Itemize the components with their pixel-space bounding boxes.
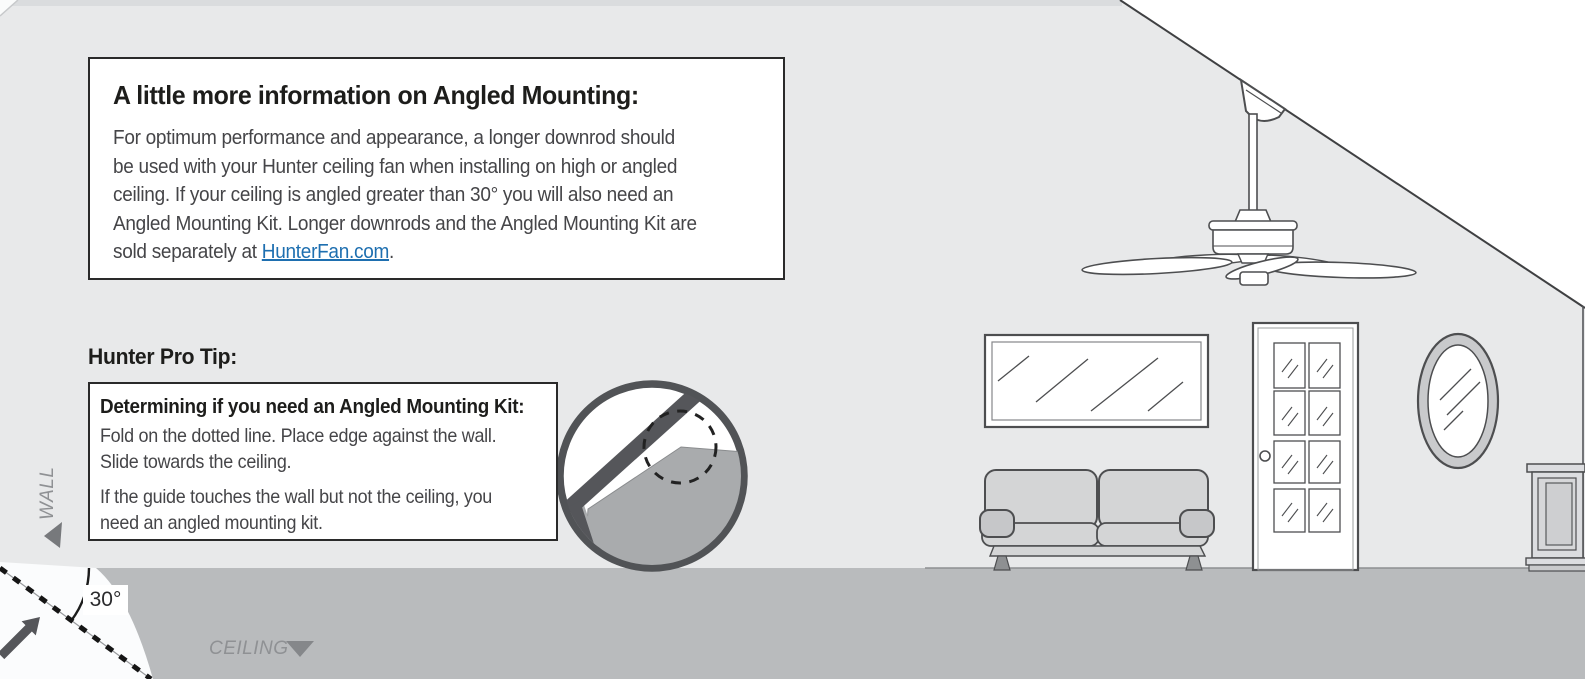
- tip-box-heading: Determining if you need an Angled Mounting Kit:: [100, 395, 525, 418]
- wall-edge-label: WALL: [37, 466, 58, 520]
- tip-box-line: If the guide touches the wall but not the ceiling, you: [100, 486, 493, 508]
- info-box-line-text: sold separately at: [113, 241, 262, 264]
- pro-tip-box: [88, 382, 558, 541]
- tip-box-line: Slide towards the ceiling.: [100, 451, 292, 473]
- sofa-leg: [994, 556, 1010, 570]
- info-box-line: be used with your Hunter ceiling fan when installing on high or angled: [113, 155, 678, 178]
- pro-tip-heading: Hunter Pro Tip:: [88, 344, 238, 369]
- door-knob: [1260, 451, 1270, 461]
- tip-box-line: need an angled mounting kit.: [100, 512, 323, 534]
- tip-box-line: Fold on the dotted line. Place edge against the wall.: [100, 425, 497, 447]
- ceiling-edge-label: CEILING: [209, 638, 289, 659]
- fan-blade-left: [1082, 255, 1233, 278]
- wall-arrow-icon: [44, 522, 62, 548]
- side-cabinet: [1526, 464, 1585, 571]
- info-box-line: For optimum performance and appearance, a longer downrod should: [113, 127, 675, 149]
- fan-downrod: [1249, 114, 1257, 212]
- angle-value-label: 30°: [83, 585, 128, 615]
- hunterfan-link[interactable]: HunterFan.com: [261, 241, 390, 264]
- info-box-line: Angled Mounting Kit. Longer downrods and the Angled Mounting Kit are: [113, 212, 697, 235]
- angled-mounting-info-box: [88, 57, 785, 280]
- interior-door: [1253, 323, 1358, 570]
- ceiling-edge-band: [0, 568, 1585, 679]
- info-box-heading: A little more information on Angled Mounting:: [113, 80, 639, 110]
- page-top-edge: [0, 0, 1122, 16]
- sofa-armrest: [1180, 510, 1214, 537]
- picture-frame: [985, 335, 1208, 427]
- info-box-line-text: .: [389, 241, 395, 264]
- sofa-leg: [1186, 556, 1202, 570]
- sofa: [980, 470, 1214, 570]
- info-box-line: ceiling. If your ceiling is angled greater than 30° you will also need an: [113, 184, 674, 207]
- magnifier-detail: [553, 384, 748, 575]
- oval-mirror: [1418, 334, 1498, 468]
- sofa-armrest: [980, 510, 1014, 537]
- paragraph-gap: [100, 475, 548, 484]
- info-box-line: [113, 238, 729, 267]
